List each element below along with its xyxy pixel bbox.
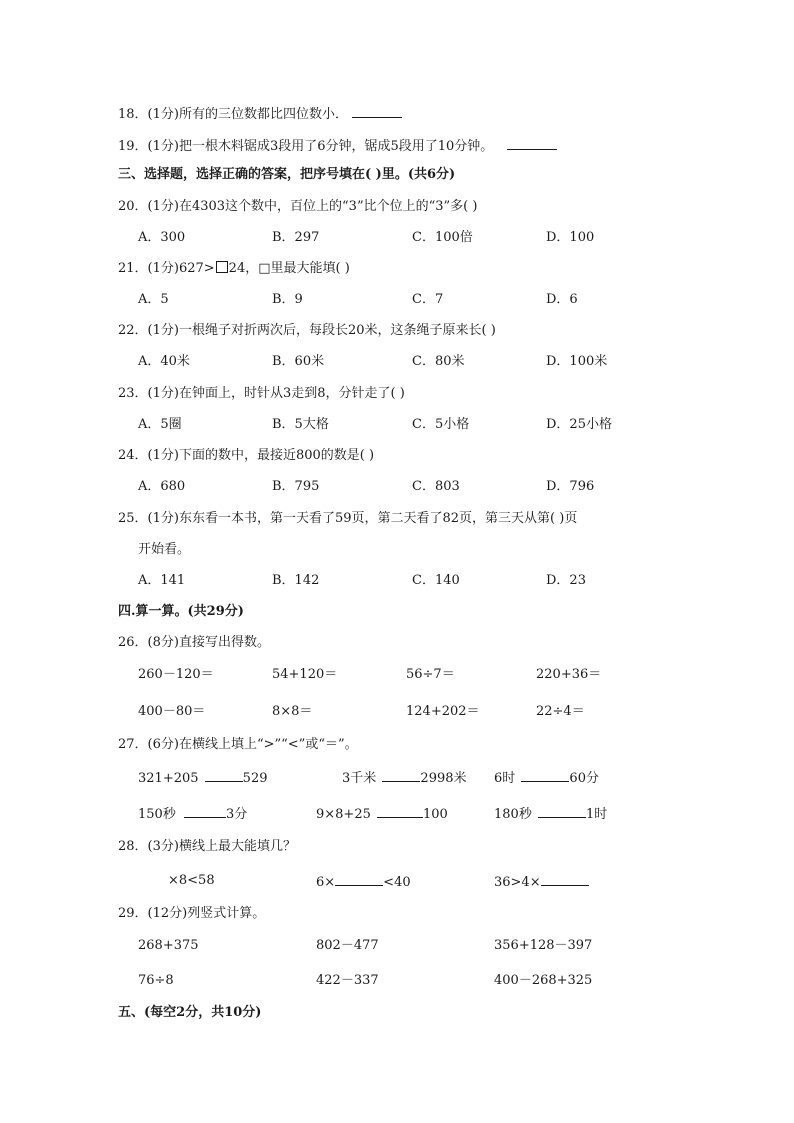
compare-item <box>342 768 467 788</box>
box-icon <box>216 261 228 273</box>
compare-item <box>138 768 268 788</box>
answer-blank[interactable] <box>382 768 420 782</box>
option-c[interactable]: C．5小格 <box>412 417 470 432</box>
question-21 <box>118 260 350 278</box>
calc-item: 124+202＝ <box>406 704 480 719</box>
question-25-text-cont: 开始看。 <box>138 542 191 557</box>
option-a[interactable]: A．300 <box>138 230 186 245</box>
compare-left: 3千米 <box>342 771 377 786</box>
compare-right: 3分 <box>225 807 248 822</box>
option-b[interactable]: B．5大格 <box>272 417 329 432</box>
option-c[interactable]: C．100倍 <box>412 230 473 245</box>
option-c[interactable]: C．7 <box>412 292 444 307</box>
answer-blank[interactable] <box>377 804 423 818</box>
compare-right: 1时 <box>585 807 608 822</box>
fill-pre: 36>4× <box>494 875 541 890</box>
compare-right: 2998米 <box>420 771 467 786</box>
compare-right: 60分 <box>569 771 599 786</box>
question-24-text: 24．(1分)下面的数中，最接近800的数是( ) <box>118 448 375 463</box>
question-21-text-pre: 21．(1分)627> <box>118 261 215 276</box>
compare-left: 6时 <box>494 771 516 786</box>
fill-pre: 6× <box>316 875 336 890</box>
fill-item <box>168 872 215 890</box>
calc-item: 56÷7＝ <box>406 667 455 682</box>
compare-item <box>316 804 448 824</box>
compare-left: 180秒 <box>494 807 532 822</box>
answer-blank[interactable] <box>521 768 569 782</box>
option-b[interactable]: B．795 <box>272 479 320 494</box>
option-a[interactable]: A．680 <box>138 479 186 494</box>
answer-blank[interactable] <box>507 136 557 150</box>
answer-blank[interactable] <box>184 804 226 818</box>
question-23-text: 23．(1分)在钟面上，时针从3走到8，分针走了( ) <box>118 386 405 401</box>
option-c[interactable]: C．140 <box>412 573 460 588</box>
calc-item: 356+128－397 <box>494 938 593 953</box>
fill-post: <40 <box>383 875 411 890</box>
calc-item: 76÷8 <box>138 973 174 988</box>
question-28-text: 28．(3分)横线上最大能填几？ <box>118 839 296 854</box>
question-21-text-post: 24，□里最大能填( ) <box>228 261 350 276</box>
calc-item: 400－80＝ <box>138 704 206 719</box>
question-18 <box>118 104 402 124</box>
section-5-heading: 五、(每空2分，共10分) <box>118 1005 262 1020</box>
compare-item <box>494 768 599 788</box>
compare-item <box>138 804 247 824</box>
question-20-text: 20．(1分)在4303这个数中，百位上的“3”比个位上的“3”多( ) <box>118 199 478 214</box>
question-27-text: 27．(6分)在横线上填上“>”“<”或“＝”。 <box>118 737 358 752</box>
option-b[interactable]: B．142 <box>272 573 320 588</box>
section-4-heading: 四.算一算。(共29分) <box>118 604 244 619</box>
option-c[interactable]: C．80米 <box>412 354 465 369</box>
calc-item: 260－120＝ <box>138 667 214 682</box>
calc-item: 802－477 <box>316 938 379 953</box>
option-a[interactable]: A．40米 <box>138 354 190 369</box>
option-b[interactable]: B．9 <box>272 292 303 307</box>
answer-blank[interactable] <box>541 872 589 886</box>
compare-left: 321+205 <box>138 771 199 786</box>
fill-item <box>494 872 589 892</box>
option-c[interactable]: C．803 <box>412 479 460 494</box>
question-18-text: 18．(1分)所有的三位数都比四位数小． <box>118 107 348 122</box>
question-19-text: 19．(1分)把一根木料锯成3段用了6分钟，锯成5段用了10分钟。 <box>118 139 494 154</box>
calc-item: 54+120＝ <box>272 667 338 682</box>
option-b[interactable]: B．297 <box>272 230 320 245</box>
option-b[interactable]: B．60米 <box>272 354 325 369</box>
calc-item: 220+36＝ <box>536 667 602 682</box>
fill-pre: ×8<58 <box>168 873 215 888</box>
calc-item: 422－337 <box>316 973 379 988</box>
compare-left: 9×8+25 <box>316 807 371 822</box>
calc-item: 400－268+325 <box>494 973 593 988</box>
compare-item <box>494 804 607 824</box>
compare-left: 150秒 <box>138 807 176 822</box>
option-d[interactable]: D．6 <box>546 292 578 307</box>
fill-item <box>316 872 411 892</box>
option-d[interactable]: D．100 <box>546 230 595 245</box>
option-d[interactable]: D．100米 <box>546 354 608 369</box>
answer-blank[interactable] <box>538 804 586 818</box>
option-d[interactable]: D．23 <box>546 573 586 588</box>
option-d[interactable]: D．25小格 <box>546 417 612 432</box>
question-26-text: 26．(8分)直接写出得数。 <box>118 635 270 650</box>
option-a[interactable]: A．5圈 <box>138 417 182 432</box>
option-a[interactable]: A．5 <box>138 292 169 307</box>
answer-blank[interactable] <box>352 104 402 118</box>
option-a[interactable]: A．141 <box>138 573 186 588</box>
compare-right: 529 <box>242 771 268 786</box>
option-d[interactable]: D．796 <box>546 479 595 494</box>
compare-right: 100 <box>423 807 448 822</box>
question-25-text: 25．(1分)东东看一本书，第一天看了59页，第二天看了82页，第三天从第( )页 <box>118 511 578 526</box>
question-22-text: 22．(1分)一根绳子对折两次后，每段长20米，这条绳子原来长( ) <box>118 323 496 338</box>
calc-item: 22÷4＝ <box>536 704 585 719</box>
answer-blank[interactable] <box>205 768 243 782</box>
question-29-text: 29．(12分)列竖式计算。 <box>118 906 266 921</box>
calc-item: 8×8＝ <box>272 704 313 719</box>
calc-item: 268+375 <box>138 938 199 953</box>
section-3-heading: 三、选择题，选择正确的答案，把序号填在( )里。(共6分) <box>118 167 456 182</box>
answer-blank[interactable] <box>335 872 383 886</box>
question-19 <box>118 136 557 156</box>
